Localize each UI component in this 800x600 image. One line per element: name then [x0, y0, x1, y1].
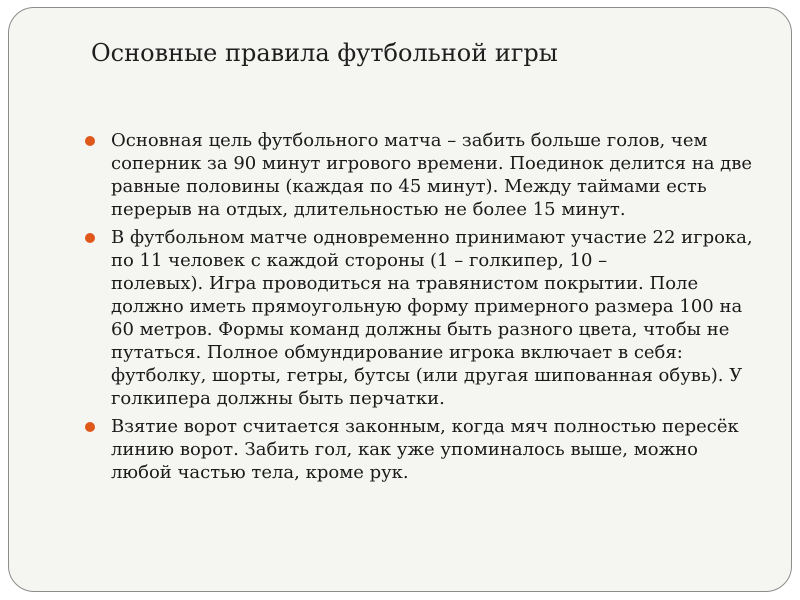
bullet-text-line: полевых). Игра проводиться на травянистом покрытии. Поле [111, 273, 699, 294]
bullet-text-line: путаться. Полное обмундирование игрока включает в себя: [111, 342, 683, 363]
bullet-text-line: равные половины (каждая по 45 минут). Между таймами есть [111, 176, 707, 197]
bullet-text-line: должно иметь прямоугольную форму примерного размера 100 на [111, 296, 743, 317]
bullet-dot-icon [85, 233, 95, 243]
slide [8, 7, 792, 592]
bullet-dot-icon [85, 422, 95, 432]
bullet-text-line: перерыв на отдых, длительностью не более 15 минут. [111, 199, 626, 220]
bullet-text-line: футболку, шорты, гетры, бутсы (или другая шипованная обувь). У [111, 365, 743, 386]
bullet-item [83, 415, 763, 484]
bullet-dot-icon [85, 136, 95, 146]
bullet-list [83, 129, 763, 489]
bullet-text-line: 60 метров. Формы команд должны быть разного цвета, чтобы не [111, 319, 730, 340]
bullet-text-line: соперник за 90 минут игрового времени. Поединок делится на две [111, 153, 753, 174]
bullet-text-line: любой частью тела, кроме рук. [111, 462, 409, 483]
bullet-item [83, 226, 763, 410]
bullet-text-line: Взятие ворот считается законным, когда мяч полностью пересёк [111, 416, 739, 437]
bullet-text-line: линию ворот. Забить гол, как уже упоминалось выше, можно [111, 439, 698, 460]
bullet-text-line: голкипера должны быть перчатки. [111, 388, 445, 409]
bullet-text-line: Основная цель футбольного матча – забить больше голов, чем [111, 130, 708, 151]
bullet-item [83, 129, 763, 221]
bullet-text-line: по 11 человек с каждой стороны (1 – голкипер, 10 – [111, 250, 608, 271]
bullet-text-line: В футбольном матче одновременно принимают участие 22 игрока, [111, 227, 753, 248]
slide-title: Основные правила футбольной игры [91, 39, 558, 67]
